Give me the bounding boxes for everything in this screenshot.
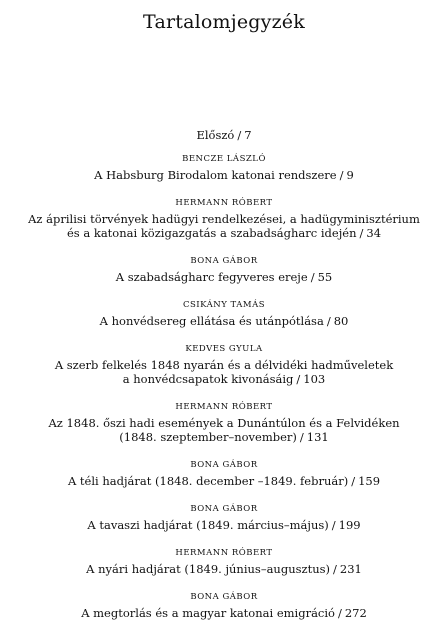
toc-page-number: 159 <box>358 474 381 488</box>
toc-author: HERMANN RÓBERT <box>175 402 273 412</box>
toc-entry-title <box>0 416 448 444</box>
toc-entry-title <box>0 314 448 328</box>
toc-page-number: 199 <box>338 518 361 532</box>
toc-page-number: 231 <box>339 562 362 576</box>
toc-author: BENCZE LÁSZLÓ <box>182 154 266 164</box>
table-of-contents <box>0 128 448 636</box>
toc-entry-title <box>0 168 448 182</box>
toc-entry <box>0 344 448 386</box>
toc-title-line: A szabadságharc fegyveres ereje / 55 <box>115 270 333 284</box>
toc-entry <box>0 460 448 488</box>
toc-title-line: A honvédsereg ellátása és utánpótlása / 80 <box>99 314 349 328</box>
toc-page-number: 7 <box>244 128 252 142</box>
toc-entry-title <box>0 474 448 488</box>
toc-author: BONA GÁBOR <box>190 504 258 514</box>
toc-page-number: 103 <box>303 372 326 386</box>
toc-title-line: és a katonai közigazgatás a szabadságharc idején / 34 <box>66 226 382 240</box>
toc-title-line: A téli hadjárat (1848. december –1849. február) / 159 <box>67 474 381 488</box>
toc-entry <box>0 548 448 576</box>
toc-title-line: Az 1848. őszi hadi események a Dunántúlon és a Felvidéken <box>48 416 400 430</box>
toc-title-line: A tavaszi hadjárat (1849. március–május) / 199 <box>87 518 361 532</box>
toc-author: BONA GÁBOR <box>190 256 258 266</box>
toc-entry-title <box>0 358 448 386</box>
toc-title-line: (1848. szeptember–november) / 131 <box>119 430 329 444</box>
toc-author: CSIKÁNY TAMÁS <box>182 300 266 310</box>
toc-entry-title <box>0 212 448 240</box>
toc-entry <box>0 128 448 142</box>
toc-entry <box>0 154 448 182</box>
toc-page-number: 80 <box>333 314 349 328</box>
toc-author: HERMANN RÓBERT <box>175 548 273 558</box>
toc-entry <box>0 300 448 328</box>
toc-author: BONA GÁBOR <box>190 592 258 602</box>
toc-page-number: 34 <box>366 226 382 240</box>
toc-page-number: 9 <box>346 168 354 182</box>
toc-entry-title <box>0 518 448 532</box>
toc-title-line: A nyári hadjárat (1849. június–augusztus) / 231 <box>86 562 362 576</box>
toc-entry <box>0 402 448 444</box>
toc-entry <box>0 592 448 620</box>
toc-page-number: 131 <box>306 430 329 444</box>
toc-entry <box>0 256 448 284</box>
toc-title-line: Előszó / 7 <box>196 128 252 142</box>
toc-page-number: 55 <box>317 270 333 284</box>
toc-entry-title <box>0 562 448 576</box>
toc-title-line: a honvédcsapatok kivonásáig / 103 <box>122 372 326 386</box>
toc-entry-title <box>0 270 448 284</box>
toc-title-line: Az áprilisi törvények hadügyi rendelkezései, a hadügyminisztérium <box>28 212 420 226</box>
toc-entry-title <box>0 606 448 620</box>
toc-title-line: A megtorlás és a magyar katonai emigráció / 272 <box>81 606 367 620</box>
toc-title-line: A szerb felkelés 1848 nyarán és a délvidéki hadműveletek <box>54 358 394 372</box>
toc-entry <box>0 504 448 532</box>
toc-author: BONA GÁBOR <box>190 460 258 470</box>
toc-page-number: 272 <box>344 606 367 620</box>
toc-entry <box>0 198 448 240</box>
toc-entry-title <box>0 128 448 142</box>
toc-author: KEDVES GYULA <box>185 344 263 354</box>
toc-author: HERMANN RÓBERT <box>175 198 273 208</box>
page-title: Tartalomjegyzék <box>143 11 305 33</box>
toc-title-line: A Habsburg Birodalom katonai rendszere / 9 <box>94 168 354 182</box>
